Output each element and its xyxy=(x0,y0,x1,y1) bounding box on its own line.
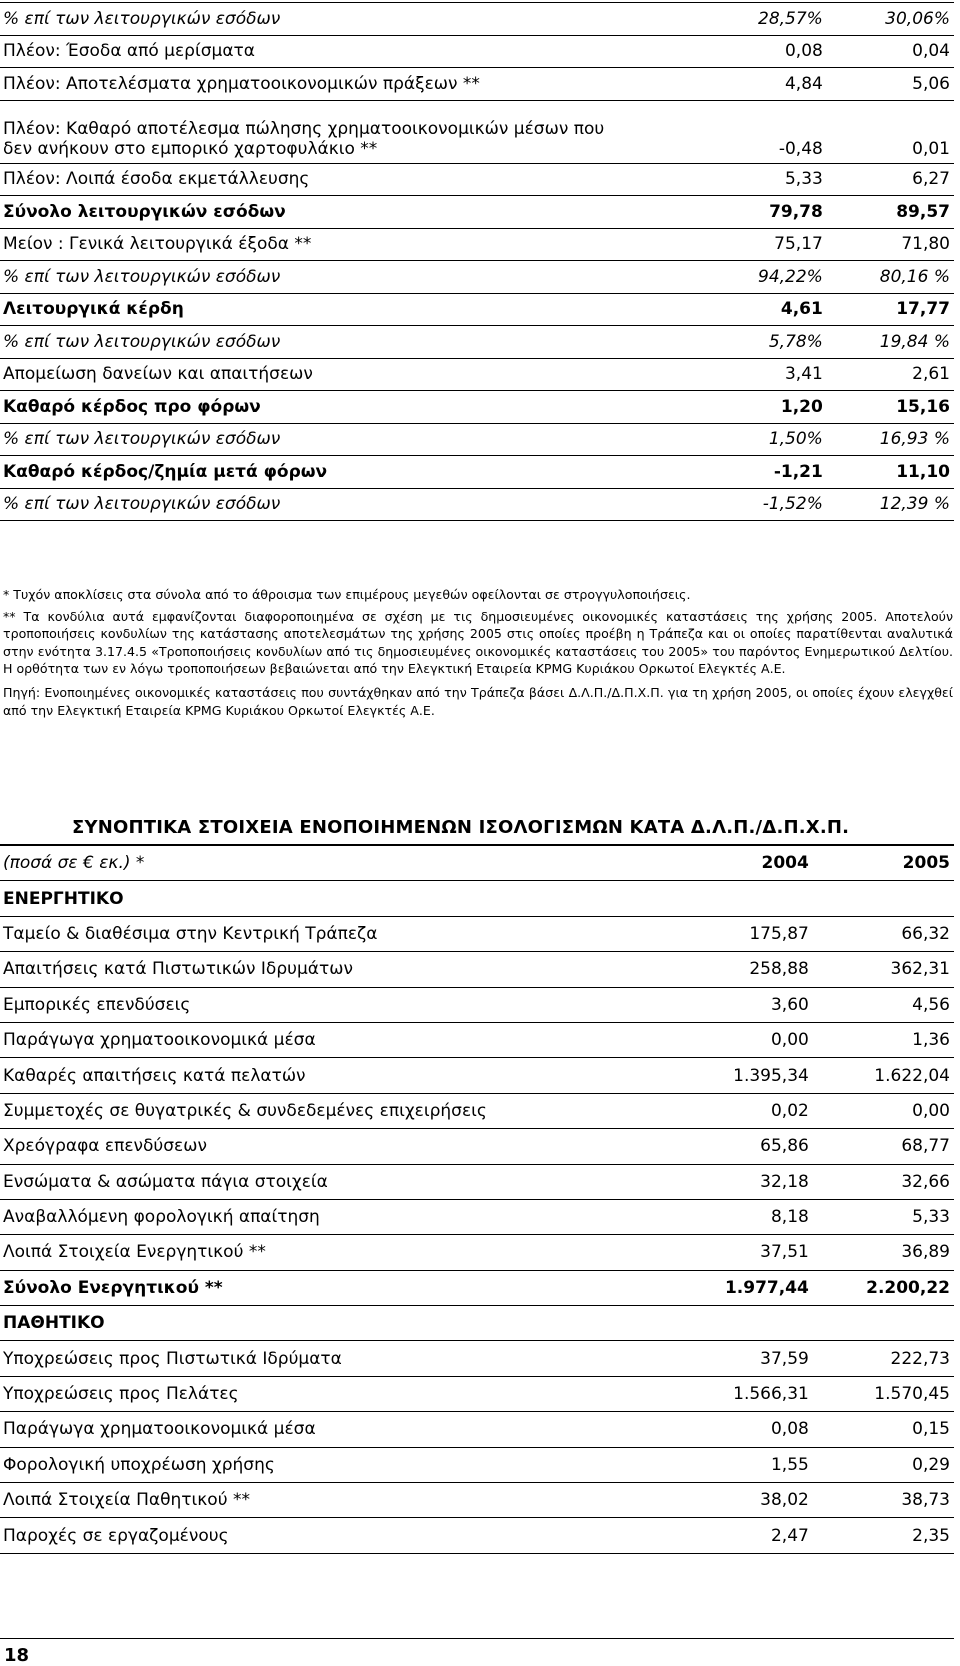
income-value-2005: 89,57 xyxy=(827,196,954,229)
balance-row xyxy=(0,1270,954,1305)
income-row-label: Απομείωση δανείων και απαιτήσεων xyxy=(0,358,620,391)
income-value-2005: 11,10 xyxy=(827,456,954,489)
balance-row-label: Λοιπά Στοιχεία Ενεργητικού ** xyxy=(0,1235,628,1270)
balance-row-label: Συμμετοχές σε θυγατρικές & συνδεδεμένες επιχειρήσεις xyxy=(0,1093,628,1128)
balance-row-label: Παράγωγα χρηματοοικονομικά μέσα xyxy=(0,1022,628,1057)
balance-value-2005: 32,66 xyxy=(813,1164,954,1199)
balance-value-2004: 175,87 xyxy=(628,916,813,951)
balance-value-2004: 1.977,44 xyxy=(628,1270,813,1305)
balance-value-2004: 0,00 xyxy=(628,1022,813,1057)
income-row-label: Πλέον: Αποτελέσματα χρηματοοικονομικών πράξεων ** xyxy=(0,68,620,101)
balance-row xyxy=(0,1022,954,1057)
balance-row xyxy=(0,1518,954,1553)
balance-value-2004: 2,47 xyxy=(628,1518,813,1553)
balance-header-row xyxy=(0,845,954,881)
balance-row xyxy=(0,1341,954,1376)
balance-value-2005: 0,29 xyxy=(813,1447,954,1482)
income-row xyxy=(0,68,954,101)
footnote-rounding: * Τυχόν αποκλίσεις στα σύνολα από το άθροισμα των επιμέρους μεγεθών οφείλονται σε στρογγυλοποιήσεις. xyxy=(3,587,691,602)
balance-row-label: Λοιπά Στοιχεία Παθητικού ** xyxy=(0,1483,628,1518)
income-row xyxy=(0,423,954,456)
balance-value-2005: 222,73 xyxy=(813,1341,954,1376)
income-row-label: % επί των λειτουργικών εσόδων xyxy=(0,423,620,456)
balance-row xyxy=(0,1483,954,1518)
balance-row-label: Φορολογική υποχρέωση χρήσης xyxy=(0,1447,628,1482)
balance-value-2005: 2.200,22 xyxy=(813,1270,954,1305)
income-row xyxy=(0,3,954,36)
income-row xyxy=(0,228,954,261)
income-value-2004: 94,22% xyxy=(620,261,827,294)
balance-value-2005: 36,89 xyxy=(813,1235,954,1270)
balance-row-label: ΕΝΕΡΓΗΤΙΚΟ xyxy=(0,881,628,916)
income-row-label xyxy=(0,100,620,163)
income-value-2004: -1,21 xyxy=(620,456,827,489)
balance-value-2005: 38,73 xyxy=(813,1483,954,1518)
balance-row xyxy=(0,1129,954,1164)
income-row-label: Καθαρό κέρδος/ζημία μετά φόρων xyxy=(0,456,620,489)
balance-row-label: Υποχρεώσεις προς Πιστωτικά Ιδρύματα xyxy=(0,1341,628,1376)
income-row xyxy=(0,456,954,489)
income-value-2005: 19,84 % xyxy=(827,326,954,359)
income-value-2005: 17,77 xyxy=(827,293,954,326)
balance-value-2005: 4,56 xyxy=(813,987,954,1022)
balance-row-label: Σύνολο Ενεργητικού ** xyxy=(0,1270,628,1305)
wrapped-label: Πλέον: Καθαρό αποτέλεσμα πώλησης χρηματοοικονομικών μέσων που δεν ανήκουν στο εμπορικό χαρτοφυλάκιο ** xyxy=(3,118,605,159)
balance-row xyxy=(0,1058,954,1093)
amount-unit-label: (ποσά σε € εκ.) * xyxy=(0,845,628,881)
income-value-2005: 5,06 xyxy=(827,68,954,101)
balance-row-label: Απαιτήσεις κατά Πιστωτικών Ιδρυμάτων xyxy=(0,952,628,987)
balance-row xyxy=(0,916,954,951)
income-value-2005: 80,16 % xyxy=(827,261,954,294)
balance-row-label: Αναβαλλόμενη φορολογική απαίτηση xyxy=(0,1199,628,1234)
balance-value-2005: 0,15 xyxy=(813,1412,954,1447)
income-row-label: Μείον : Γενικά λειτουργικά έξοδα ** xyxy=(0,228,620,261)
income-value-2004: 79,78 xyxy=(620,196,827,229)
balance-row xyxy=(0,1164,954,1199)
page-number: 18 xyxy=(4,1645,30,1666)
balance-value-2004: 3,60 xyxy=(628,987,813,1022)
income-value-2005: 2,61 xyxy=(827,358,954,391)
income-row xyxy=(0,35,954,68)
income-row xyxy=(0,358,954,391)
balance-value-2005 xyxy=(813,881,954,916)
income-row xyxy=(0,163,954,196)
income-statement-body xyxy=(0,3,954,521)
balance-sheet-title: ΣΥΝΟΠΤΙΚΑ ΣΤΟΙΧΕΙΑ ΕΝΟΠΟΙΗΜΕΝΩΝ ΙΣΟΛΟΓΙΣΜΩΝ ΚΑΤΑ Δ.Λ.Π./Δ.Π.Χ.Π. xyxy=(72,817,850,838)
income-value-2004: 28,57% xyxy=(620,3,827,36)
balance-value-2005: 2,35 xyxy=(813,1518,954,1553)
balance-row-label: Καθαρές απαιτήσεις κατά πελατών xyxy=(0,1058,628,1093)
income-statement-table xyxy=(0,2,954,521)
balance-value-2005: 1.622,04 xyxy=(813,1058,954,1093)
income-value-2005: 0,01 xyxy=(827,100,954,163)
balance-row-label: Χρεόγραφα επενδύσεων xyxy=(0,1129,628,1164)
source-note: Πηγή: Ενοποιημένες οικονομικές καταστάσεις που συντάχθηκαν από την Τράπεζα βάσει Δ.Λ.Π./Δ.Π.Χ.Π. για τη χρήση 2005, οι οποίες έχουν ελεγχθεί από την Ελεγκτική Εταιρεία KPMG Κυριάκου Ορκωτοί Ελεγκτές Α.Ε. xyxy=(3,684,953,718)
balance-value-2004: 0,08 xyxy=(628,1412,813,1447)
footnote-restatement: ** Τα κονδύλια αυτά εμφανίζονται διαφοροποιημένα σε σχέση με τις δημοσιευμένες οικονομικές καταστάσεις της χρήσης 2005. Αποτελούν τροποποιήσεις κονδυλίων της κατάστασης αποτελεσμάτων της χρήσης 2005 στις οποίες προέβη η Τράπεζα και οι οποίες παρατίθενται αναλυτικά στην ενότητα 3.17.4.5 «Τροποποιήσεις κονδυλίων από τις δημοσιευμένες οικονομικές καταστάσεις του 2005» του παρόντος Ενημερωτικού Δελτίου. Η ορθότητα των εν λόγω τροποποιήσεων βεβαιώνεται από την Ελεγκτική Εταιρεία KPMG Κυριάκου Ορκωτοί Ελεγκτές Α.Ε. xyxy=(3,608,953,677)
balance-value-2005: 5,33 xyxy=(813,1199,954,1234)
balance-value-2005: 1.570,45 xyxy=(813,1376,954,1411)
income-row-label: Καθαρό κέρδος προ φόρων xyxy=(0,391,620,424)
balance-row-label: Υποχρεώσεις προς Πελάτες xyxy=(0,1376,628,1411)
income-value-2005: 30,06% xyxy=(827,3,954,36)
balance-value-2004: 1.566,31 xyxy=(628,1376,813,1411)
income-row-label: Πλέον: Λοιπά έσοδα εκμετάλλευσης xyxy=(0,163,620,196)
income-value-2005: 71,80 xyxy=(827,228,954,261)
income-value-2004: 75,17 xyxy=(620,228,827,261)
income-value-2004: -0,48 xyxy=(620,100,827,163)
balance-row xyxy=(0,987,954,1022)
balance-value-2004: 37,51 xyxy=(628,1235,813,1270)
balance-row xyxy=(0,952,954,987)
balance-value-2004 xyxy=(628,1306,813,1341)
balance-row-label: Παράγωγα χρηματοοικονομικά μέσα xyxy=(0,1412,628,1447)
balance-row-label: Ταμείο & διαθέσιμα στην Κεντρική Τράπεζα xyxy=(0,916,628,951)
balance-row xyxy=(0,1093,954,1128)
balance-value-2005: 362,31 xyxy=(813,952,954,987)
income-value-2005: 0,04 xyxy=(827,35,954,68)
balance-row xyxy=(0,1376,954,1411)
income-value-2005: 12,39 % xyxy=(827,488,954,521)
income-row xyxy=(0,488,954,521)
balance-value-2004: 37,59 xyxy=(628,1341,813,1376)
income-row xyxy=(0,261,954,294)
income-value-2005: 15,16 xyxy=(827,391,954,424)
footer-divider xyxy=(0,1638,954,1639)
balance-row xyxy=(0,1306,954,1341)
balance-sheet-body xyxy=(0,845,954,1553)
income-value-2004: -1,52% xyxy=(620,488,827,521)
income-value-2004: 0,08 xyxy=(620,35,827,68)
income-value-2004: 5,78% xyxy=(620,326,827,359)
income-row xyxy=(0,100,954,163)
balance-value-2004 xyxy=(628,881,813,916)
balance-value-2004: 1.395,34 xyxy=(628,1058,813,1093)
balance-value-2005: 66,32 xyxy=(813,916,954,951)
balance-value-2004: 1,55 xyxy=(628,1447,813,1482)
income-row-label: % επί των λειτουργικών εσόδων xyxy=(0,488,620,521)
income-value-2004: 4,61 xyxy=(620,293,827,326)
year-2004-header: 2004 xyxy=(628,845,813,881)
income-row-label: Λειτουργικά κέρδη xyxy=(0,293,620,326)
balance-value-2004: 38,02 xyxy=(628,1483,813,1518)
balance-row-label: Παροχές σε εργαζομένους xyxy=(0,1518,628,1553)
income-row-label: Σύνολο λειτουργικών εσόδων xyxy=(0,196,620,229)
income-row xyxy=(0,196,954,229)
balance-row xyxy=(0,1447,954,1482)
balance-value-2005: 1,36 xyxy=(813,1022,954,1057)
income-row xyxy=(0,326,954,359)
balance-value-2005 xyxy=(813,1306,954,1341)
year-2005-header: 2005 xyxy=(813,845,954,881)
balance-row xyxy=(0,881,954,916)
balance-row xyxy=(0,1412,954,1447)
balance-row-label: Εμπορικές επενδύσεις xyxy=(0,987,628,1022)
balance-sheet-table xyxy=(0,844,954,1554)
income-row xyxy=(0,391,954,424)
balance-value-2004: 65,86 xyxy=(628,1129,813,1164)
income-row xyxy=(0,293,954,326)
income-row-label: % επί των λειτουργικών εσόδων xyxy=(0,261,620,294)
balance-row xyxy=(0,1199,954,1234)
balance-value-2004: 0,02 xyxy=(628,1093,813,1128)
income-row-label: % επί των λειτουργικών εσόδων xyxy=(0,3,620,36)
balance-value-2004: 8,18 xyxy=(628,1199,813,1234)
income-value-2004: 4,84 xyxy=(620,68,827,101)
balance-row-label: Ενσώματα & ασώματα πάγια στοιχεία xyxy=(0,1164,628,1199)
balance-row-label: ΠΑΘΗΤΙΚΟ xyxy=(0,1306,628,1341)
income-row-label: Πλέον: Έσοδα από μερίσματα xyxy=(0,35,620,68)
balance-value-2005: 0,00 xyxy=(813,1093,954,1128)
income-value-2004: 1,20 xyxy=(620,391,827,424)
income-value-2004: 1,50% xyxy=(620,423,827,456)
income-value-2005: 6,27 xyxy=(827,163,954,196)
income-row-label: % επί των λειτουργικών εσόδων xyxy=(0,326,620,359)
balance-value-2004: 258,88 xyxy=(628,952,813,987)
footnotes xyxy=(3,586,953,723)
income-value-2005: 16,93 % xyxy=(827,423,954,456)
balance-value-2005: 68,77 xyxy=(813,1129,954,1164)
balance-row xyxy=(0,1235,954,1270)
income-value-2004: 5,33 xyxy=(620,163,827,196)
balance-value-2004: 32,18 xyxy=(628,1164,813,1199)
income-value-2004: 3,41 xyxy=(620,358,827,391)
